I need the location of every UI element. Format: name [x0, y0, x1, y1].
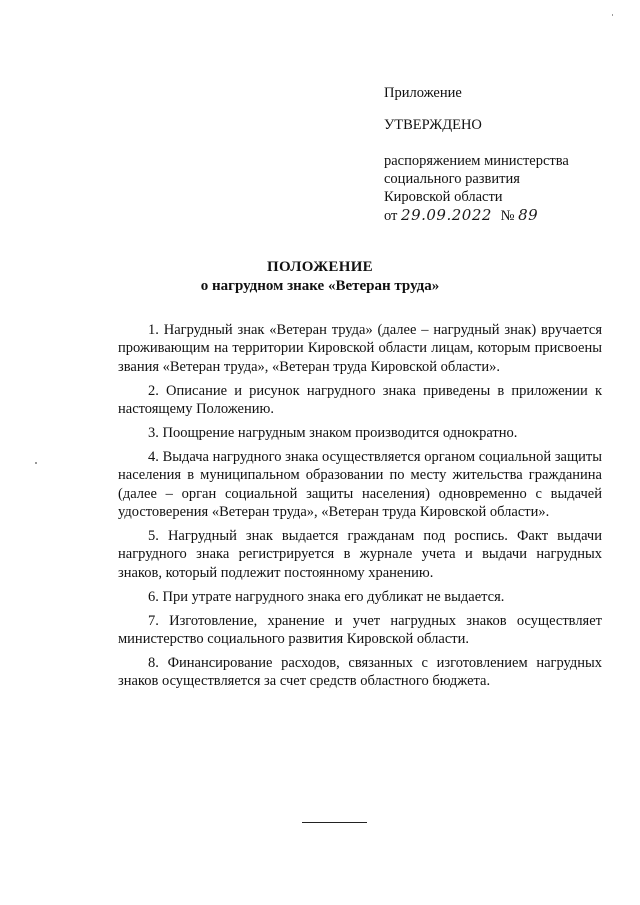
paragraph-2: 2. Описание и рисунок нагрудного знака приведены в приложении к настоящему Положению.	[118, 382, 602, 418]
closing-rule	[302, 822, 367, 823]
paragraph-1: 1. Нагрудный знак «Ветеран труда» (далее – нагрудный знак) вручается проживающим на территории Кировской области лицам, которым присвоены звания «Ветеран труда», «Ветеран труда Кировской области».	[118, 322, 602, 375]
order-line-2: социального развития	[384, 171, 520, 187]
scan-speck	[612, 14, 613, 16]
title-subtitle: о нагрудном знаке «Ветеран труда»	[200, 278, 440, 294]
paragraph-7: 7. Изготовление, хранение и учет нагрудных знаков осуществляет министерство социального развития Кировской области.	[118, 612, 602, 648]
handwritten-number: 89	[518, 206, 539, 224]
paragraph-8: 8. Финансирование расходов, связанных с изготовлением нагрудных знаков осуществляется за счет средств областного бюджета.	[118, 655, 602, 690]
approved-stamp: УТВЕРЖДЕНО	[384, 117, 482, 133]
appendix-label: Приложение	[384, 85, 462, 101]
order-line-1: распоряжением министерства	[384, 153, 569, 169]
scan-speck	[35, 462, 37, 464]
document-title	[0, 258, 640, 296]
title-main: ПОЛОЖЕНИЕ	[267, 259, 373, 275]
paragraph-6: 6. При утрате нагрудного знака его дубликат не выдается.	[148, 588, 505, 605]
paragraph-5: 5. Нагрудный знак выдается гражданам под роспись. Факт выдачи нагрудного знака регистрируется в журнале учета и выдачи нагрудных знаков, который подлежит постоянному хранению.	[118, 528, 602, 581]
document-body	[118, 321, 602, 696]
paragraph-4: 4. Выдача нагрудного знака осуществляется органом социальной защиты населения в муниципальном образовании по месту жительства гражданина (далее – орган социальной защиты населения) одновременно с выдачей удостоверения «Ветеран труда», «Ветеран труда Кировской области».	[118, 448, 602, 521]
paragraph-3: 3. Поощрение нагрудным знаком производится однократно.	[148, 425, 518, 442]
handwritten-date: 29.09.2022	[401, 206, 492, 224]
order-line-3: Кировской области	[384, 189, 503, 205]
approval-block	[384, 84, 624, 225]
number-prefix: №	[500, 208, 515, 224]
date-prefix: от	[384, 208, 398, 224]
order-date-number-line	[384, 206, 624, 225]
